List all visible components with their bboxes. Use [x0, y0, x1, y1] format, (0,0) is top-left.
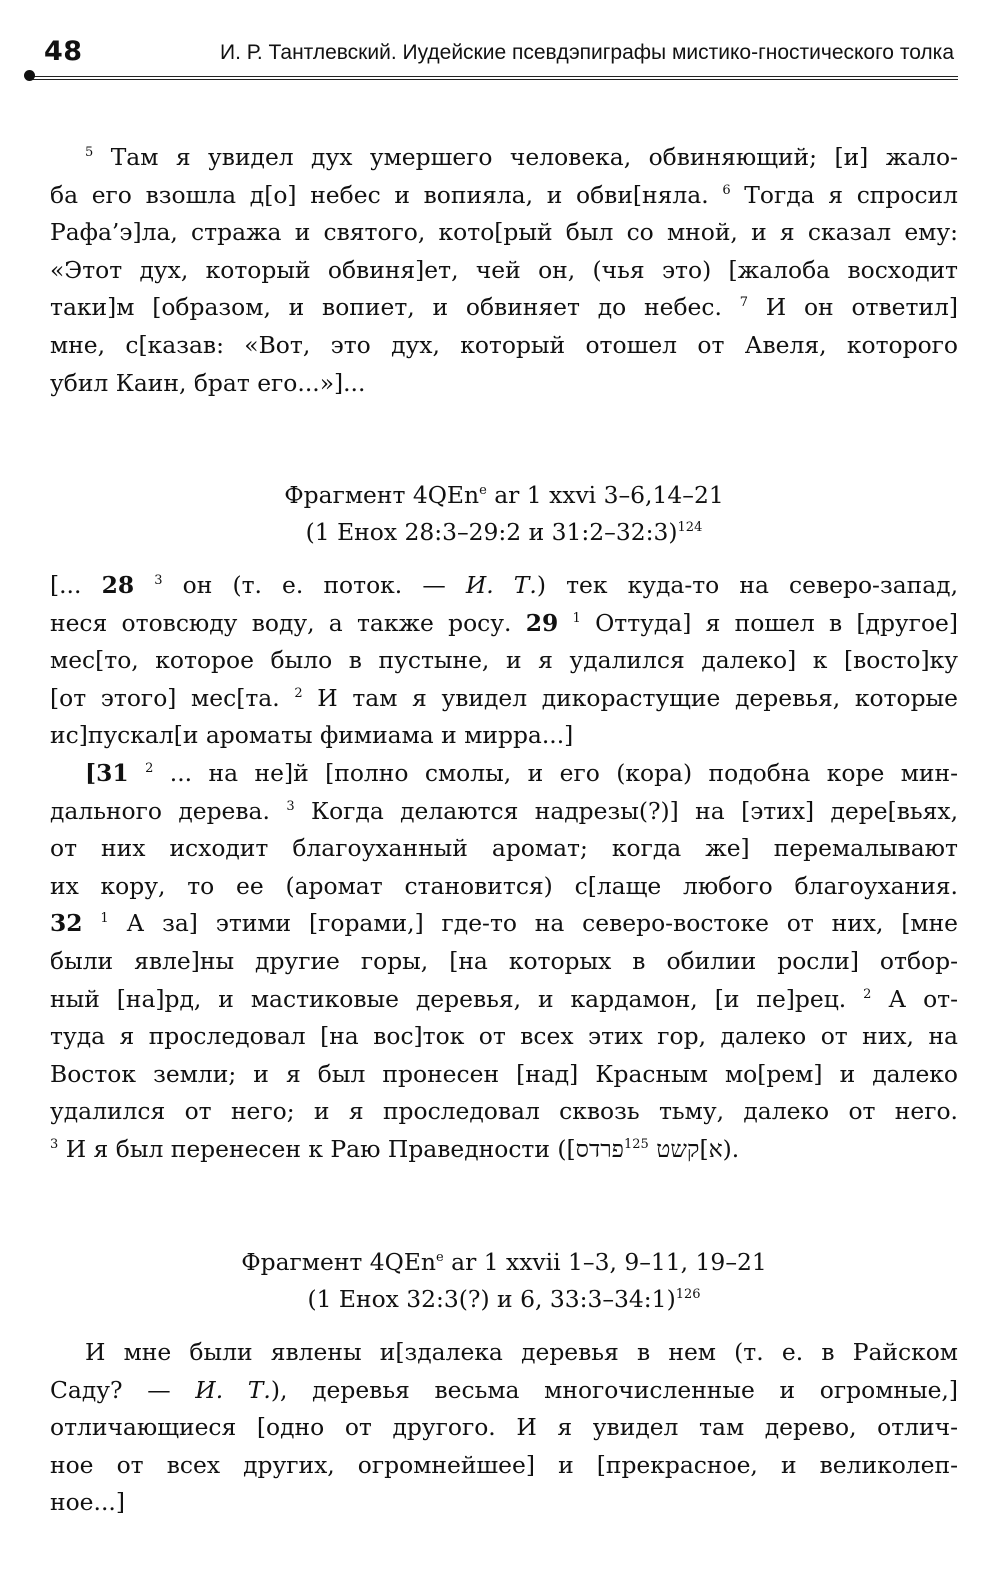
text-line: [50, 289, 958, 327]
text-line: [50, 605, 958, 643]
hebrew-text: [576, 1135, 723, 1163]
chapter-number: 32: [50, 909, 83, 938]
text-line: мес[то, которое было в пустыне, и я удалился далеко] к [восто]ку: [50, 646, 958, 675]
heading-text: ar 1 xxvi 3–6,14–21: [486, 481, 724, 509]
verse-number: 3: [286, 798, 295, 814]
text-span: неся отовсюду воду, а также росу.: [50, 608, 526, 637]
fragment-text: [50, 567, 958, 1169]
text-span: ) тек куда-то на северо-запад,: [536, 571, 959, 599]
text-line: от них исходит благоуханный аромат; когда же] перемалывают: [50, 834, 958, 863]
text-line: [50, 981, 958, 1019]
header-rule: [30, 76, 958, 77]
text-span: Там я увидел дух умершего человека, обвиняющий; [и] жало-: [110, 143, 958, 171]
page-header: [30, 30, 958, 80]
text-span: Оттуда] я пошел в [другое]: [580, 608, 958, 637]
heading-text: Фрагмент 4QEn: [241, 1248, 436, 1276]
verse-number: 7: [739, 295, 748, 311]
text-span: ), деревья весьма многочисленные и огромные,]: [270, 1375, 958, 1404]
text-line: [50, 177, 958, 215]
chapter-number: 28: [101, 571, 135, 599]
editor-initials: И. Т.: [465, 571, 537, 599]
heading-text: Фрагмент 4QEn: [284, 481, 480, 509]
text-span: Когда делаются надрезы(?)] на [этих] дере[вьях,: [294, 796, 959, 825]
chapter-number: 29: [525, 608, 559, 637]
verse-number: 1: [572, 610, 581, 626]
running-title: И. Р. Тантлевский. Иудейские псевдэпиграфы мистико-гностического толка: [220, 41, 954, 64]
text-span: Саду? —: [50, 1375, 196, 1404]
chapter-number: [31: [85, 758, 129, 787]
text-span: ный [на]рд, и мастиковые деревья, и кардамон, [и пе]рец.: [50, 984, 864, 1013]
text-span: А за] этими [горами,] где-то на северо-востоке от них, [мне: [108, 909, 959, 938]
heading-text: (1 Енох 28:3–29:2 и 31:2–32:3): [305, 518, 678, 546]
text-line: [50, 680, 958, 718]
text-span: И я был перенесен к Раю Праведности ([: [58, 1134, 576, 1163]
text-line: Восток земли; и я был пронесен [над] Красным мо[рем] и далеко: [50, 1059, 958, 1088]
fragment-subtitle: [50, 1281, 958, 1318]
text-line: их кору, то ее (аромат становится) с[лаще любого благоухания.: [50, 871, 958, 900]
hebrew-letter: א: [708, 1134, 723, 1163]
heading-text: ar 1 xxvii 1–3, 9–11, 19–21: [443, 1248, 767, 1276]
verse-number: 5: [85, 145, 94, 160]
verse-number: 3: [154, 573, 163, 588]
footnote-marker: 125: [623, 1136, 649, 1152]
fragment-title: [50, 477, 958, 514]
editor-initials: И. Т.: [195, 1375, 271, 1404]
text-line: ное от всех других, огромнейшее] и [прекрасное, и великолеп-: [50, 1450, 958, 1479]
fragment-subtitle: [50, 514, 958, 551]
text-span: [...: [50, 571, 102, 599]
heading-text: (1 Енох 32:3(?) и 6, 33:3–34:1): [307, 1285, 676, 1313]
fragment-heading: [50, 1244, 958, 1318]
hebrew-word: קשט: [656, 1134, 700, 1163]
fragment-heading: [50, 477, 958, 551]
text-span: [от этого] мес[та.: [50, 683, 295, 712]
text-line: И мне были явлены и[здалека деревья в нем (т. е. в Райском: [85, 1338, 958, 1366]
verse-number: 6: [722, 182, 731, 198]
fragment-title: [50, 1244, 958, 1281]
text-line: ис]пускал[и ароматы фимиама и мирра...]: [50, 721, 574, 750]
text-span: ба его взошла д[о] небес и вопияла, и обви[няла.: [50, 180, 723, 209]
text-line: убил Каин, брат его...»]...: [50, 368, 366, 397]
text-span: дального дерева.: [50, 796, 287, 825]
text-line: [50, 755, 958, 793]
text-span: ).: [722, 1134, 740, 1163]
text-line: мне, с[казав: «Вот, это дух, который отошел от Авеля, которого: [50, 330, 958, 359]
text-line: [50, 905, 958, 943]
footnote-marker: 126: [675, 1287, 701, 1302]
bracket: ]: [699, 1134, 709, 1163]
verse-number: 2: [145, 760, 154, 776]
text-line: были явле]ны другие горы, [на которых в обилии росли] отбор-: [50, 946, 958, 975]
hebrew-word: פרדס: [575, 1134, 624, 1163]
text-line: Рафа’э]ла, стража и святого, кото[рый был со мной, и я сказал ему:: [50, 218, 958, 247]
text-line: [50, 1372, 958, 1410]
verse-number: 2: [863, 986, 872, 1002]
text-span: И там я увидел дикорастущие деревья, которые: [302, 683, 959, 712]
text-line: [50, 793, 958, 831]
text-line: туда я проследовал [на вос]ток от всех этих гор, далеко от них, на: [50, 1022, 958, 1051]
verse-number: 3: [50, 1136, 59, 1152]
superscript: e: [436, 1250, 444, 1265]
text-span: И он ответил]: [765, 293, 958, 322]
text-line: [50, 139, 958, 177]
text-line: [50, 1131, 958, 1169]
text-span: А от-: [871, 984, 959, 1013]
text-span: Тогда я спросил: [744, 180, 958, 209]
text-span: он (т. е. поток. —: [162, 571, 466, 599]
text-line: отличающиеся [одно от другого. И я увидел там дерево, отлич-: [50, 1413, 958, 1442]
text-line: «Этот дух, который обвиня]ет, чей он, (чья это) [жалоба восходит: [50, 255, 958, 284]
text-line: [50, 567, 958, 605]
text-span: таки]м [образом, и вопиет, и обвиняет до небес.: [50, 293, 740, 322]
text-span: ... на не]й [полно смолы, и его (кора) подобна коре мин-: [153, 758, 959, 787]
page-number: 48: [44, 36, 83, 67]
text-line: удалился от него; и я проследовал сквозь тьму, далеко от него.: [50, 1097, 958, 1126]
paragraph-verses-5-7: [50, 139, 958, 402]
header-dot: [24, 70, 35, 81]
fragment-text: [50, 1334, 958, 1522]
text-line: ное...]: [50, 1488, 125, 1517]
verse-number: 1: [100, 911, 109, 927]
superscript: e: [479, 483, 487, 498]
verse-number: 2: [294, 685, 303, 701]
footnote-marker: 124: [677, 520, 703, 535]
